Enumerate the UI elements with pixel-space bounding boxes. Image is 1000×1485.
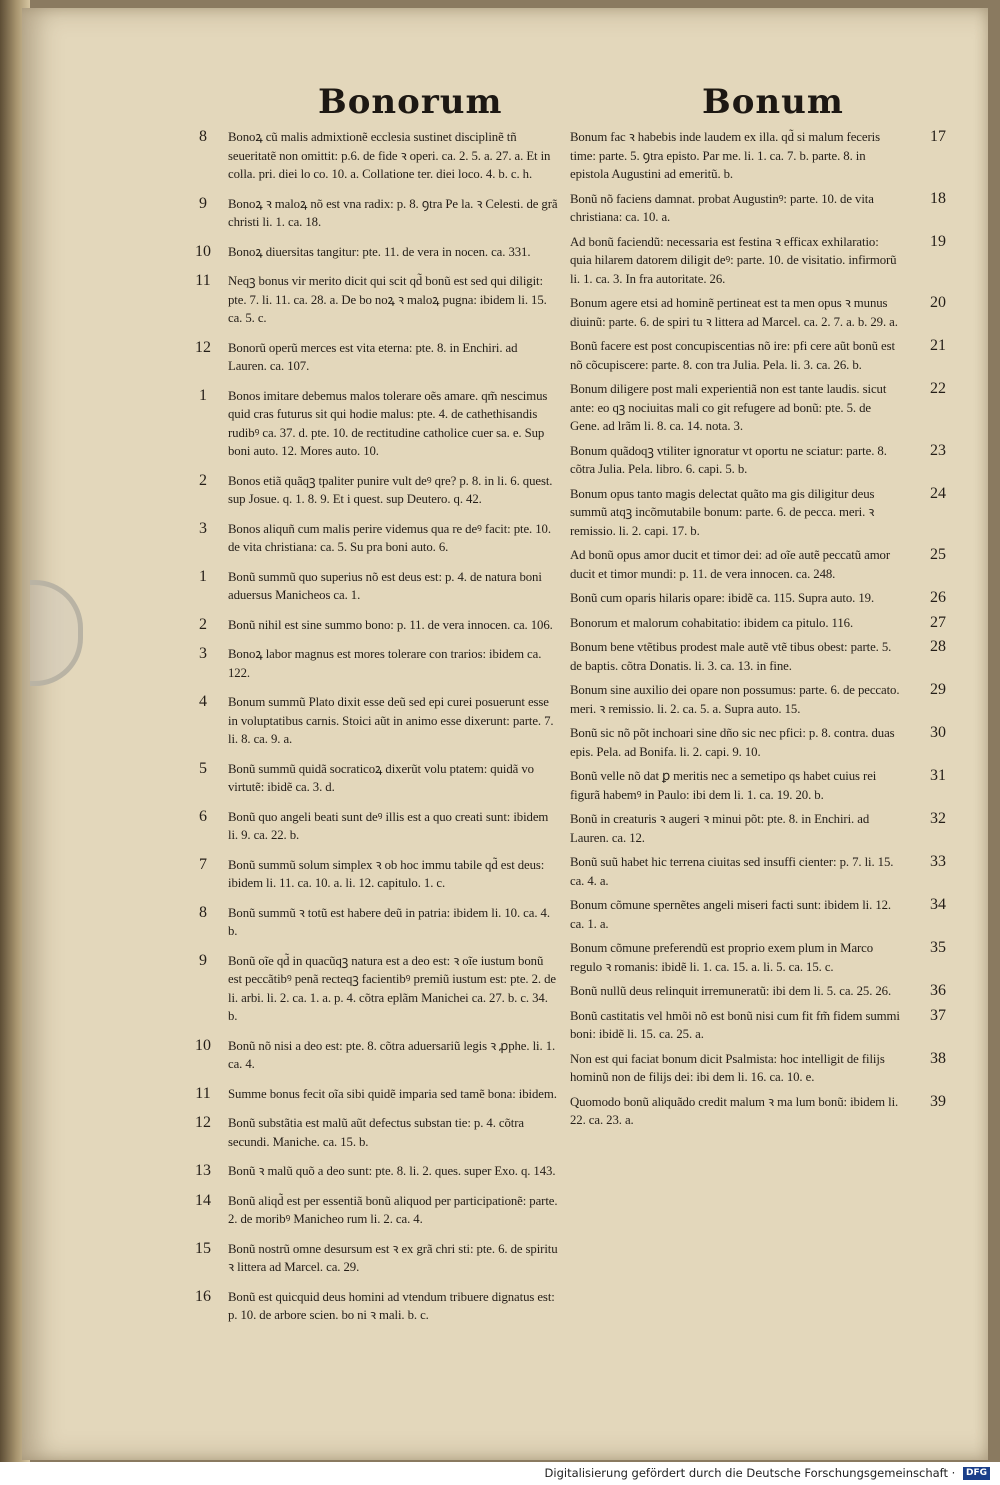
entry-text: Bonum summũ Plato dixit esse deũ sed epi curei posuerunt esse in voluptatibus carnis. Stoici aũt in animo esse dixerunt: parte. 7. li. 8. ca. 9. a. — [228, 695, 554, 746]
index-entry — [570, 1049, 946, 1087]
entry-number: 20 — [930, 294, 946, 311]
entry-text: Bonũ quo angeli beati sunt deꝰ illis est a quo creati sunt: ibidem li. 9. ca. 22. b. — [228, 809, 549, 842]
entry-text: Bonũ summũ ꝛ totũ est habere deũ in patria: ibidem li. 10. ca. 4. b. — [228, 905, 550, 938]
entry-number: 9 — [199, 194, 207, 212]
entry-number: 11 — [195, 1084, 211, 1102]
entry-number: 34 — [930, 896, 946, 913]
index-entry — [570, 1092, 946, 1130]
entry-number: 14 — [195, 1191, 211, 1209]
index-entry — [570, 724, 946, 761]
entry-number: 28 — [930, 638, 946, 655]
entry-number: 38 — [930, 1049, 946, 1067]
entry-number: 7 — [199, 855, 207, 873]
entry-number: 26 — [930, 589, 946, 606]
index-entry — [195, 1239, 558, 1277]
entry-number: 35 — [930, 939, 946, 956]
entry-text: Bonũ est quicquid deus homini ad vtendum tribuere dignatus est: p. 10. de arbore scien. bo ni ꝛ mali. b. c. — [228, 1289, 555, 1322]
entry-number: 21 — [930, 337, 946, 354]
entry-number: 36 — [930, 982, 946, 999]
entry-number: 8 — [199, 903, 207, 921]
entry-text: Bonũ summũ solum simplex ꝛ ob hoc immu tabile qd̃ est deus: ibidem li. 11. ca. 10. a. li. 12. capitulo. 1. c. — [228, 857, 545, 890]
entry-number: 12 — [195, 338, 211, 356]
index-entry — [570, 638, 946, 675]
entry-text: Bonũ cum oparis hilaris opare: ibidẽ ca. 115. Supra auto. 19. — [570, 591, 875, 605]
entry-number: 1 — [199, 386, 207, 404]
entry-number: 10 — [195, 1036, 211, 1054]
index-entry — [199, 645, 558, 682]
entry-text: Bonum diligere post mali experientiã non est tante laudis. sicut ante: eo qꝫ nociuitas mali co git refugere ad bonũ: pte. 5. de Gene. ad lrãm li. 8. ca. 14. nota. 3. — [570, 382, 887, 433]
entry-number: 18 — [930, 189, 946, 207]
index-entry — [199, 519, 558, 557]
index-entry — [570, 613, 946, 633]
entry-number: 19 — [930, 232, 946, 250]
entry-number: 9 — [199, 951, 207, 969]
index-entry — [570, 939, 946, 976]
entry-text: Bonũ castitatis vel hmõi nõ est bonũ nisi cum fit fm̃ fidem summi boni: ibidẽ li. 15. ca. 25. a. — [570, 1008, 900, 1041]
index-entry — [570, 853, 946, 890]
entry-number: 5 — [199, 759, 207, 777]
entry-text: Bonũ sic nõ põt inchoari sine dño sic nec pfici: p. 8. contra. duas epis. Pela. ad Bonifa. li. 2. capi. 9. 10. — [570, 726, 895, 759]
entry-number: 16 — [195, 1287, 211, 1305]
entry-number: 27 — [930, 613, 946, 631]
entry-text: Bonum fac ꝛ habebis inde laudem ex illa. qd̃ si malum feceris time: parte. 5. ꝯtra episto. Par me. li. 1. ca. 7. b. parte. 8. in epistola Augustini ad emeritũ. b. — [570, 130, 880, 181]
entry-number: 10 — [195, 242, 211, 260]
index-entry — [199, 903, 558, 941]
entry-text: Bonũ in creaturis ꝛ augeri ꝛ minui põt: pte. 8. in Enchiri. ad Lauren. ca. 12. — [570, 812, 870, 845]
entry-text: Bonos aliquñ cum malis perire videmus qua re deꝰ facit: pte. 10. de vita christiana: ca. 5. Su pra boni auto. 6. — [228, 521, 551, 554]
index-entry — [570, 294, 946, 331]
entry-text: Bonũ nihil est sine summo bono: p. 11. de vera innocen. ca. 106. — [228, 617, 553, 632]
index-entry — [570, 337, 946, 374]
digitization-footer — [0, 1462, 1000, 1485]
entry-text: Bonorũ operũ merces est vita eterna: pte. 8. in Enchiri. ad Lauren. ca. 107. — [228, 340, 518, 373]
entry-text: Summe bonus fecit oĩa sibi quidẽ imparia sed tamẽ bona: ibidem. — [228, 1086, 557, 1101]
entry-text: Quomodo bonũ aliquãdo credit malum ꝛ ma lum bonũ: ibidem li. 22. ca. 23. a. — [570, 1094, 899, 1127]
entry-text: Bonoꝝ diuersitas tangitur: pte. 11. de vera in nocen. ca. 331. — [228, 244, 531, 259]
index-entry — [570, 189, 946, 227]
entry-text: Ad bonũ faciendũ: necessaria est festina ꝛ efficax exhilaratio: quia hilarem datorem diligit deꝰ: parte. 10. de visitatio. infirmorũ li. 1. ca. 3. In fra autoritate. 26. — [570, 234, 897, 286]
entry-text: Bonum cõmune preferendũ est proprio exem plum in Marco regulo ꝛ romanis: ibidẽ li. 1. ca. 15. a. li. 5. ca. 15. c. — [570, 941, 874, 974]
index-entry — [199, 567, 558, 605]
entry-text: Bonos imitare debemus malos tolerare oẽs amare. qm̃ nescimus quid cras futurus sit qui hodie malus: pte. 4. de cathethisandis rudibꝰ ca. 37. d. pte. 10. de rectitudine catholice cuer sa. e. Sup boni auto. 12. Mores auto. 10. — [228, 388, 548, 458]
index-entry — [199, 951, 558, 1026]
index-entry — [199, 128, 558, 184]
entry-text: Bonoꝝ cũ malis admixtionẽ ecclesia sustinet disciplinẽ tñ seueritatẽ non omittit: p.6. de fide ꝛ operi. ca. 2. 5. a. 27. a. Et in colla. pri. diei lo co. 10. a. Collatione ter. diei loco. 4. b. c. h. — [228, 130, 551, 181]
index-entry — [570, 484, 946, 541]
index-entry — [199, 615, 558, 635]
dfg-logo: DFG — [963, 1467, 990, 1480]
index-entry — [570, 810, 946, 847]
right-index-column — [570, 128, 946, 1136]
entry-text: Bonum quãdoqꝫ vtiliter ignoratur vt oportu ne sciatur: parte. 8. cõtra Julia. Pela. libro. 6. capi. 5. b. — [570, 443, 887, 476]
entry-number: 4 — [199, 693, 207, 710]
entry-number: 32 — [930, 810, 946, 827]
entry-number: 25 — [930, 546, 946, 563]
entry-text: Bonum sine auxilio dei opare non possumus: parte. 6. de peccato. meri. ꝛ remissio. li. 2. ca. 5. a. Supra auto. 15. — [570, 683, 900, 716]
index-entry — [195, 1084, 558, 1104]
entry-text: Bonorum et malorum cohabitatio: ibidem ca pitulo. 116. — [570, 615, 854, 630]
index-entry — [199, 807, 558, 845]
entry-text: Bonum cõmune spernẽtes angeli miseri facti sunt: ibidem li. 12. ca. 1. a. — [570, 898, 892, 931]
footer-credit-text: Digitalisierung gefördert durch die Deutsche Forschungsgemeinschaft · — [544, 1466, 956, 1480]
entry-number: 2 — [199, 471, 207, 489]
entry-number: 37 — [930, 1006, 946, 1024]
index-entry — [570, 681, 946, 718]
entry-text: Bonos etiã quãqꝫ tpaliter punire vult deꝰ qre? p. 8. in li. 6. quest. sup Josue. q. 1. 8. 9. Et i quest. sup Deutero. q. 42. — [228, 473, 553, 506]
index-entry — [195, 1114, 558, 1151]
index-entry — [195, 1162, 558, 1181]
index-entry — [570, 546, 946, 583]
entry-text: Bonum agere etsi ad hominẽ pertineat est ta men opus ꝛ munus diuinũ: parte. 6. de spiri tu ꝛ littera ad Marcel. ca. 2. 7. a. b. 29. a. — [570, 296, 898, 329]
right-column-heading: Bonum — [702, 82, 844, 122]
index-entry — [570, 1006, 946, 1044]
entry-number: 1 — [199, 567, 207, 585]
entry-number: 13 — [195, 1162, 211, 1179]
index-entry — [199, 386, 558, 461]
index-entry — [199, 693, 558, 749]
index-entry — [570, 232, 946, 289]
entry-text: Bonũ suũ habet hic terrena ciuitas sed insuffi cienter: p. 7. li. 15. ca. 4. a. — [570, 855, 894, 888]
index-entry — [195, 272, 558, 328]
entry-text: Bonũ facere est post concupiscentias nõ ire: pfi cere aũt bonũ est nõ cõcupiscere: parte. 8. con tra Julia. Pela. li. 3. ca. 26. b. — [570, 339, 895, 372]
entry-text: Bonũ nõ faciens damnat. probat Augustinꝰ: parte. 10. de vita christiana: ca. 10. a. — [570, 191, 874, 224]
entry-number: 15 — [195, 1239, 211, 1257]
entry-text: Bonũ ꝛ malũ quõ a deo sunt: pte. 8. li. 2. ques. super Exo. q. 143. — [228, 1164, 556, 1178]
entry-text: Bonũ nostrũ omne desursum est ꝛ ex grã chri sti: pte. 6. de spiritu ꝛ littera ad Marcel. ca. 29. — [228, 1241, 558, 1274]
entry-text: Bonũ nõ nisi a deo est: pte. 8. cõtra aduersariũ legis ꝛ ꝓphe. li. 1. ca. 4. — [228, 1038, 556, 1071]
entry-number: 31 — [930, 767, 946, 784]
index-entry — [570, 982, 946, 1001]
entry-number: 24 — [930, 484, 946, 502]
entry-number: 33 — [930, 853, 946, 870]
index-entry — [199, 855, 558, 893]
entry-text: Bonoꝝ labor magnus est mores tolerare con trarios: ibidem ca. 122. — [228, 647, 542, 680]
index-entry — [570, 441, 946, 479]
entry-number: 23 — [930, 441, 946, 459]
entry-number: 17 — [930, 128, 946, 145]
entry-number: 12 — [195, 1114, 211, 1131]
entry-text: Bonum bene vtẽtibus prodest male autẽ vtẽ tibus obest: parte. 5. de baptis. cõtra Donatis. li. 3. ca. 13. in fine. — [570, 640, 892, 673]
entry-text: Bonũ velle nõ dat ꝑ meritis nec a semetipo qs habet cuius rei figurã habemꝰ in Paulo: ibi dem li. 1. ca. 19. 20. b. — [570, 769, 877, 802]
index-entry — [195, 1036, 558, 1074]
entry-text: Non est qui faciat bonum dicit Psalmista: hoc intelligit de filijs hominũ non de filijs dei: ibi dem li. 16. ca. 10. e. — [570, 1051, 885, 1084]
index-entry — [570, 896, 946, 933]
entry-number: 3 — [199, 645, 207, 662]
index-entry — [195, 1287, 558, 1325]
index-entry — [199, 471, 558, 509]
entry-number: 3 — [199, 519, 207, 537]
entry-text: Bonoꝝ ꝛ maloꝝ nõ est vna radix: p. 8. ꝯtra Pe la. ꝛ Celesti. de grã christi li. 1. ca. 18. — [228, 196, 558, 229]
entry-number: 8 — [199, 128, 207, 145]
entry-text: Bonũ summũ quo superius nõ est deus est: p. 4. de natura boni aduersus Manicheos ca. 1. — [228, 569, 542, 602]
index-entry — [570, 767, 946, 804]
left-column-heading: Bonorum — [318, 82, 503, 122]
entry-number: 22 — [930, 380, 946, 397]
entry-text: Bonũ summũ quidã socraticoꝝ dixerũt volu ptatem: quidã vo virtutẽ: ibidẽ ca. 3. d. — [228, 761, 534, 794]
index-entry — [570, 128, 946, 184]
entry-number: 11 — [195, 272, 211, 289]
index-entry — [570, 589, 946, 608]
entry-number: 39 — [930, 1092, 946, 1110]
left-index-column — [195, 128, 558, 1336]
entry-text: Bonũ oĩe qd̃ in quacũqꝫ natura est a deo est: ꝛ oĩe iustum bonũ est peccãtibꝰ penã recteqꝫ facientibꝰ premiũ iustum est: pte. 2. de li. arbi. li. 2. ca. 1. a. p. 4. cõtra eplãm Manichei ca. 27. b. c. 34. b. — [228, 953, 556, 1023]
index-entry — [199, 194, 558, 232]
index-entry — [570, 380, 946, 436]
entry-number: 6 — [199, 807, 207, 825]
entry-text: Neqꝫ bonus vir merito dicit qui scit qd̃ bonũ est sed qui diligit: pte. 7. li. 11. ca. 28. a. De bo noꝝ ꝛ maloꝝ pugna: ibidem li. 15. ca. 5. c. — [228, 274, 547, 325]
index-entry — [195, 242, 558, 262]
entry-number: 29 — [930, 681, 946, 698]
entry-number: 2 — [199, 615, 207, 633]
index-entry — [199, 759, 558, 797]
entry-text: Ad bonũ opus amor ducit et timor dei: ad oĩe autẽ peccatũ amor ducit et timor mundi: p. 11. de vera innocen. ca. 248. — [570, 548, 891, 581]
index-entry — [195, 1191, 558, 1229]
index-entry — [195, 338, 558, 376]
entry-text: Bonũ aliqd̃ est per essentiã bonũ aliquod per participationẽ: parte. 2. de moribꝰ Manicheo rum li. 2. ca. 4. — [228, 1193, 558, 1226]
entry-text: Bonũ substãtia est malũ aũt defectus substan tie: p. 4. cõtra secundi. Maniche. ca. 15. b. — [228, 1116, 524, 1149]
entry-number: 30 — [930, 724, 946, 741]
entry-text: Bonum opus tanto magis delectat quãto ma gis diligitur deus summũ atqꝫ incõmutabile bonum: parte. 6. de pecca. meri. ꝛ remissio. li. 2. capi. 17. b. — [570, 486, 875, 538]
entry-text: Bonũ nullũ deus relinquit irremuneratũ: ibi dem li. 5. ca. 25. 26. — [570, 984, 892, 998]
